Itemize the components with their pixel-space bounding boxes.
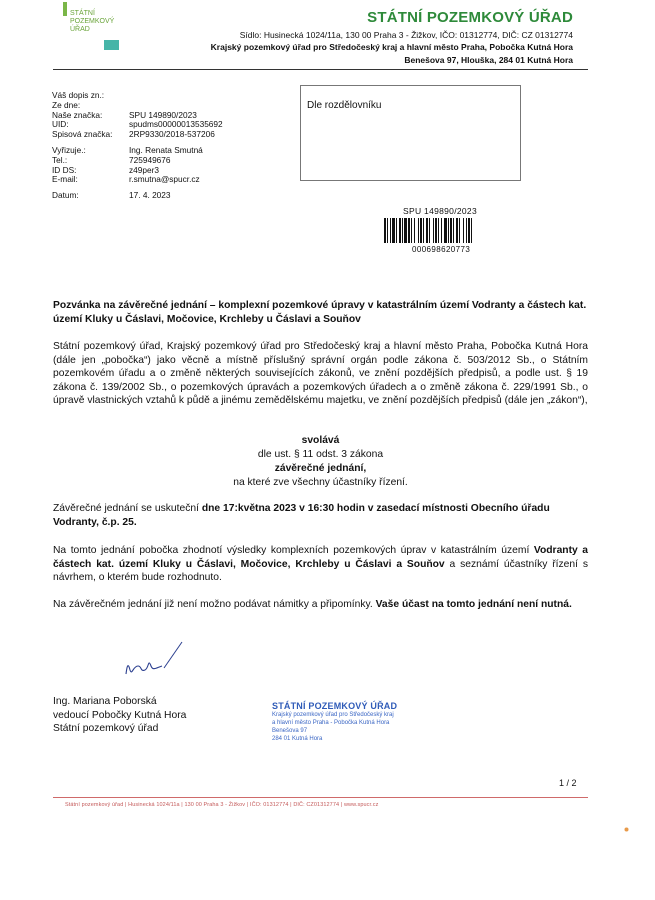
final-text: Na závěrečném jednání již není možno podávat námitky a připomínky. bbox=[53, 599, 376, 610]
barcode-bar bbox=[433, 218, 434, 243]
meta-key: ID DS: bbox=[52, 164, 77, 175]
meeting-paragraph bbox=[53, 502, 588, 529]
letter-meta bbox=[52, 91, 223, 201]
barcode-bar bbox=[466, 218, 467, 243]
meta-key: Spisová značka: bbox=[52, 129, 113, 140]
meta-value: z49per3 bbox=[129, 164, 159, 175]
barcode-bar bbox=[420, 218, 422, 243]
meta-value: 2RP9330/2018-537206 bbox=[129, 129, 215, 140]
footer-text: Státní pozemkový úřad | Husinecká 1024/11a | 130 00 Praha 3 - Žižkov | IČO: 01312774 | DIČ: CZ01312774 | www.spucr.cz bbox=[65, 802, 379, 808]
barcode-bar bbox=[438, 218, 439, 243]
barcode-bar bbox=[399, 218, 401, 243]
barcode-bar bbox=[404, 218, 407, 243]
barcode-bar bbox=[418, 218, 419, 243]
evaluation-paragraph bbox=[53, 544, 588, 585]
barcode-bar bbox=[426, 218, 428, 243]
recipient-text: Dle rozdělovníku bbox=[307, 100, 382, 111]
org-address: Benešova 97, Hlouška, 284 01 Kutná Hora bbox=[404, 55, 573, 65]
logo-line: ÚŘAD bbox=[70, 26, 90, 33]
meta-value: 725949676 bbox=[129, 154, 171, 165]
handwritten-signature bbox=[118, 636, 198, 686]
logo-bar bbox=[63, 2, 67, 16]
barcode-bar bbox=[459, 218, 460, 243]
footer-divider bbox=[53, 797, 588, 798]
meta-value: Ing. Renata Smutná bbox=[129, 144, 203, 155]
meeting-datetime: dne 17:května 2023 v 16:30 hodin v zasedací místnosti Obecního úřadu Vodranty, č.p. 25. bbox=[53, 503, 550, 528]
meta-value: SPU 149890/2023 bbox=[129, 109, 197, 120]
logo bbox=[70, 10, 114, 34]
convene-reference: dle ust. § 11 odst. 3 zákona bbox=[257, 449, 384, 460]
scan-mark bbox=[623, 826, 630, 833]
meta-key: Naše značka: bbox=[52, 109, 103, 120]
barcode bbox=[384, 218, 498, 243]
barcode-bar bbox=[450, 218, 452, 243]
org-seat: Sídlo: Husinecká 1024/11a, 130 00 Praha 3 - Žižkov, IČO: 01312774, DIČ: CZ 01312774 bbox=[239, 30, 573, 40]
barcode-digits: 000698620773 bbox=[412, 245, 471, 254]
barcode-bar bbox=[444, 218, 447, 243]
barcode-bar bbox=[408, 218, 410, 243]
barcode-bar bbox=[411, 218, 412, 243]
meta-row bbox=[52, 191, 223, 201]
logo-square bbox=[104, 40, 119, 50]
evaluation-text: Na tomto jednání pobočka zhodnotí výsledky komplexních pozemkových úprav v katastrálním území bbox=[53, 545, 534, 556]
meeting-text: Závěrečné jednání se uskuteční bbox=[53, 503, 202, 514]
convene-word: svolává bbox=[301, 435, 340, 446]
meta-key: Váš dopis zn.: bbox=[52, 90, 105, 100]
signer-name: Ing. Mariana Poborská bbox=[53, 696, 157, 707]
final-note: Vaše účast na tomto jednání není nutná. bbox=[375, 599, 572, 610]
intro-paragraph: Státní pozemkový úřad, Krajský pozemkový úřad pro Středočeský kraj a hlavní město Praha, Pobočka Kutná Hora (dále jen „pobočka“) jako věcně a místně příslušný správní orgán podle zákona č. 503/2012 Sb., o Státním pozemkovém úřadu a o změně některých souvisejících zákonů, ve znění pozdějších předpisů, a podle ust. § 19 zákona č. 139/2002 Sb., o pozemkových úpravách a pozemkových úřadech a o změně zákona č. 229/1991 Sb., o úpravě vlastnických vztahů k půdě a jinému zemědělskému majetku, ve znění pozdějších předpisů (dále jen „zákon“), bbox=[53, 341, 588, 406]
meta-key: UID: bbox=[52, 119, 69, 130]
barcode-bar bbox=[448, 218, 449, 243]
org-branch: Krajský pozemkový úřad pro Středočeský kraj a hlavní město Praha, Pobočka Kutná Hora bbox=[210, 42, 573, 52]
logo-line: STÁTNÍ bbox=[70, 10, 95, 17]
barcode-bar bbox=[468, 218, 470, 243]
signer-org: Státní pozemkový úřad bbox=[53, 723, 159, 734]
convene-to: na které zve všechny účastníky řízení. bbox=[233, 477, 408, 488]
barcode-bar bbox=[441, 218, 442, 243]
meta-value: r.smutna@spucr.cz bbox=[129, 174, 200, 185]
barcode-bar bbox=[384, 218, 386, 243]
barcode-bar bbox=[387, 218, 388, 243]
org-title: STÁTNÍ POZEMKOVÝ ÚŘAD bbox=[367, 9, 573, 26]
meta-row bbox=[52, 130, 223, 140]
signer-block bbox=[53, 695, 186, 736]
meta-row bbox=[52, 175, 223, 185]
barcode-bar bbox=[453, 218, 454, 243]
barcode-bar bbox=[423, 218, 424, 243]
evaluation-area: Vodranty a částech kat. území Kluky u Čáslavi, Močovice, Krchleby u Čáslavi a Souňov bbox=[53, 545, 589, 570]
page-number: 1 / 2 bbox=[559, 778, 577, 788]
barcode-bar bbox=[456, 218, 458, 243]
meta-key: Vyřizuje.: bbox=[52, 144, 86, 155]
signer-role: vedoucí Pobočky Kutná Hora bbox=[53, 709, 187, 721]
recipient-box bbox=[300, 85, 521, 181]
meta-key: Tel.: bbox=[52, 154, 68, 165]
stamp-title: STÁTNÍ POZEMKOVÝ ÚŘAD bbox=[272, 701, 398, 711]
barcode-bar bbox=[396, 218, 397, 243]
barcode-bar bbox=[414, 218, 415, 243]
meta-key: E-mail: bbox=[52, 174, 78, 185]
stamp-line: Benešova 97 bbox=[272, 728, 308, 734]
meta-key: Datum: bbox=[52, 190, 79, 201]
letter-subject: Pozvánka na závěrečné jednání – komplexní pozemkové úpravy v katastrálním území Vodranty a částech kat. území Kluky u Čáslavi, Močovice, Krchleby u Čáslavi a Souňov bbox=[53, 300, 587, 325]
barcode-bar bbox=[390, 218, 391, 243]
meta-value: spudms00000013535692 bbox=[129, 119, 223, 130]
logo-line: POZEMKOVÝ bbox=[70, 18, 115, 25]
stamp-line: a hlavní město Praha - Pobočka Kutná Hora bbox=[272, 720, 390, 726]
office-stamp bbox=[272, 701, 412, 743]
meta-value: 17. 4. 2023 bbox=[129, 190, 171, 201]
stamp-line: Krajský pozemkový úřad pro Středočeský kraj bbox=[272, 712, 394, 718]
barcode-bar bbox=[435, 218, 437, 243]
evaluation-text-end: a seznámí účastníky řízení s návrhem, o kterém bude rozhodnuto. bbox=[53, 558, 589, 583]
barcode-bar bbox=[392, 218, 395, 243]
stamp-line: 284 01 Kutná Hora bbox=[272, 736, 323, 742]
barcode-reference: SPU 149890/2023 bbox=[403, 206, 477, 216]
header-divider bbox=[53, 69, 588, 70]
final-paragraph bbox=[53, 598, 588, 612]
barcode-bar bbox=[402, 218, 403, 243]
barcode-bar bbox=[463, 218, 464, 243]
convene-what: závěrečné jednání, bbox=[274, 463, 367, 474]
meta-key: Ze dne: bbox=[52, 99, 81, 110]
barcode-bar bbox=[429, 218, 430, 243]
barcode-bar bbox=[471, 218, 472, 243]
